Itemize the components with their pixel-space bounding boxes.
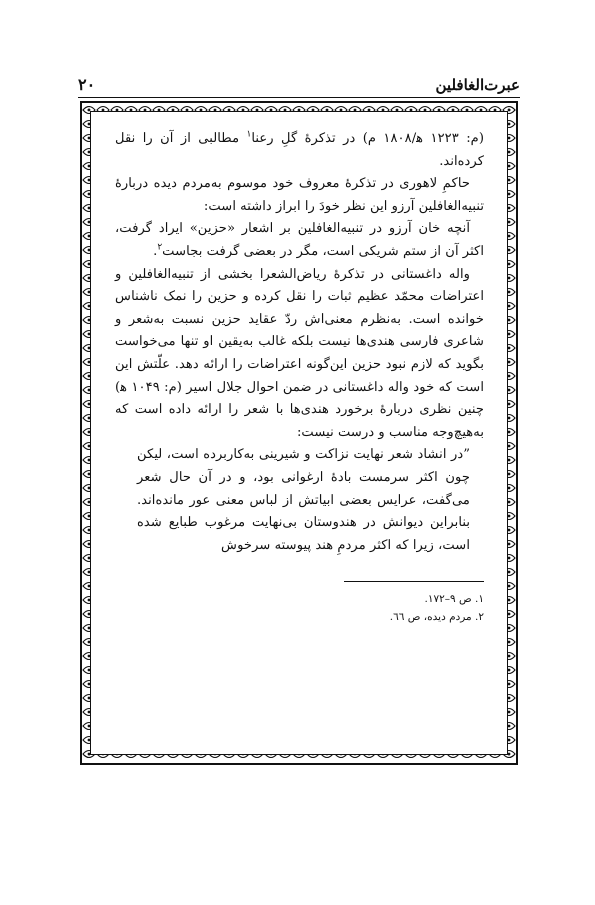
block-quote: ”در انشاد شعر نهایت نزاکت و شیرینی به‌کاربرده است، لیکن چون اکثر سرمست بادهٔ ارغوانی بود، و در آن حال شعر می‌گفت، عرایس بعضی ابیاتش از لباس معنی عور مانده‌اند. بنابراین دیوانش در هندوستان بی‌نهایت مرغوب طبایع شده است، زیرا که اکثر مردمِ هند پیوسته سرخوش <box>137 447 470 553</box>
paragraph-2: حاکمِ لاهوری در تذکرهٔ معروف خود موسوم به‌مردم دیده دربارهٔ تنبیه‌الغافلین آرزو این نظر خودَ را ابراز داشته است: <box>115 176 484 214</box>
page-number: ۲۰ <box>78 75 96 94</box>
paragraph-text: (م: ۱۲۲۳ ه‍/۱۸۰۸ م) در تذکرهٔ گلِ رعنا <box>251 131 484 146</box>
paragraph-4: واله داغستانی در تذکرهٔ ریاض‌الشعرا بخشی از تنبیه‌الغافلین و اعتراضات محمّد عظیم ثبات را نقل کرده و حزین را نمک ناشناس خوانده است. به‌نظرم معنی‌اش ردّ عقاید حزین نسبت به‌شعر و شاعری فارسی هندی‌ها نیست بلکه غالب به‌یقین او تنها می‌خواست بگوید که لازم نبود حزین این‌گونه اعتراضات را ارائه دهد. علّتش این است که خود واله داغستانی در ضمن احوال جلال اسیر (م: ۱۰۴۹ ه‍) چنین نظری دربارهٔ برخورد هندی‌ها با شعر را ارائه داده است که به‌هیچ‌وجه مناسب و درست نیست: <box>115 266 484 440</box>
page-header <box>78 72 520 94</box>
paragraph-tail: . <box>153 243 158 259</box>
running-title: عبرت‌الغافلین <box>435 76 520 94</box>
page-body <box>115 128 484 626</box>
paragraph-tail: مطالبی از آن را نقل کرده‌اند. <box>115 131 484 169</box>
paragraph-3 <box>115 218 484 263</box>
footnote-rule <box>344 581 484 582</box>
header-rule <box>78 97 520 98</box>
footnote-1: ۱. ص ۹–۱۷۲. <box>424 593 484 606</box>
paragraph-text: آنچه خان آرزو در تنبیه‌الغافلین بر اشعار «حزین» ایراد گرفت، اکثر آن از ستم شریکی است، مگر در بعضی گرفت بجاست <box>115 221 484 259</box>
footnote-2: ۲. مردم دیده، ص ٦٦. <box>389 611 484 624</box>
footnote-ref-2: ۲ <box>157 242 163 253</box>
footnotes <box>115 590 484 626</box>
paragraph-1 <box>115 128 484 173</box>
footnote-ref-1: ۱ <box>246 129 252 140</box>
